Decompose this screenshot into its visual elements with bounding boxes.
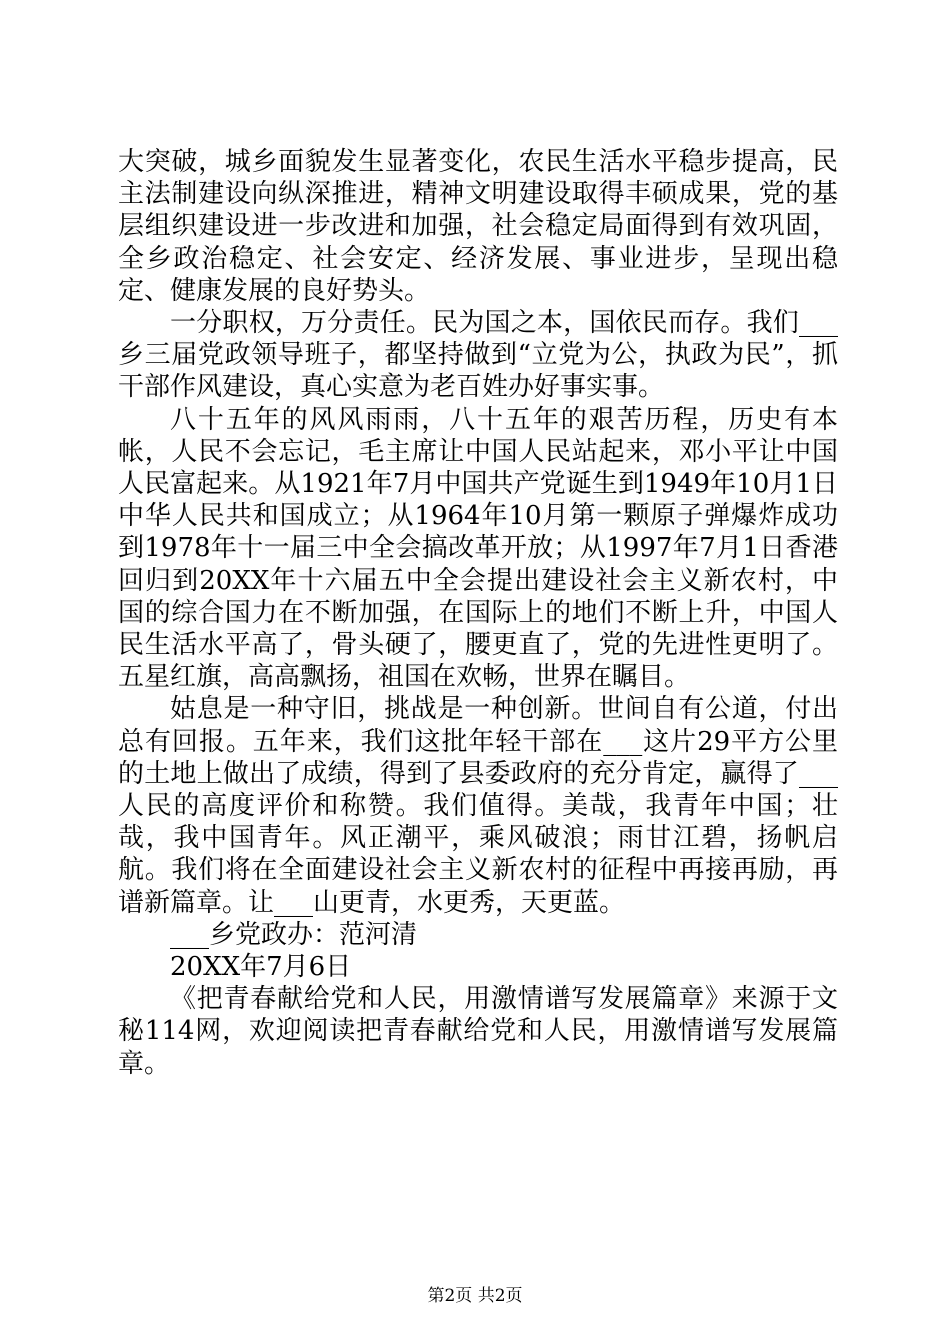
page-footer bbox=[0, 1285, 950, 1307]
source-note: 《把青春献给党和人民，用激情谱写发展篇章》来源于文秘114网，欢迎阅读把青春献给党和人民，用激情谱写发展篇章。 bbox=[118, 984, 838, 1079]
paragraph-responsibility: 一分职权，万分责任。民为国之本，国依民而存。我们___乡三届党政领导班子，都坚持做到“立党为公，执政为民”，抓干部作风建设，真心实意为老百姓办好事实事。 bbox=[118, 308, 838, 403]
paragraph-challenge: 姑息是一种守旧，挑战是一种创新。世间自有公道，付出总有回报。五年来，我们这批年轻干部在___这片29平方公里的土地上做出了成绩，得到了县委政府的充分肯定，赢得了___人民的高度评价和称赞。我们值得。美哉，我青年中国；壮哉，我中国青年。风正潮平，乘风破浪；雨甘江碧，扬帆启航。我们将在全面建设社会主义新农村的征程中再接再励，再谱新篇章。让___山更青，水更秀，天更蓝。 bbox=[118, 694, 838, 918]
page-number: 第2页 共2页 bbox=[427, 1286, 523, 1306]
paragraph-continuation: 大突破，城乡面貌发生显著变化，农民生活水平稳步提高，民主法制建设向纵深推进，精神文明建设取得丰硕成果，党的基层组织建设进一步改进和加强，社会稳定局面得到有效巩固，全乡政治稳定、社会安定、经济发展、事业进步，呈现出稳定、健康发展的良好势头。 bbox=[118, 147, 838, 306]
document-body bbox=[118, 146, 838, 1080]
paragraph-history: 八十五年的风风雨雨，八十五年的艰苦历程，历史有本帐，人民不会忘记，毛主席让中国人民站起来，邓小平让中国人民富起来。从1921年7月中国共产党诞生到1949年10月1日中华人民共和国成立；从1964年10月第一颗原子弹爆炸成功到1978年十一届三中全会搞改革开放；从1997年7月1日香港回归到20XX年十六届五中全会提出建设社会主义新农村，中国的综合国力在不断加强，在国际上的地们不断上升，中国人民生活水平高了，骨头硬了，腰更直了，党的先进性更明了。五星红旗，高高飘扬，祖国在欢畅，世界在瞩目。 bbox=[118, 404, 838, 693]
signature-date: 20XX年7月6日 bbox=[170, 952, 352, 983]
signature-author: ___乡党政办：范河清 bbox=[170, 919, 418, 950]
